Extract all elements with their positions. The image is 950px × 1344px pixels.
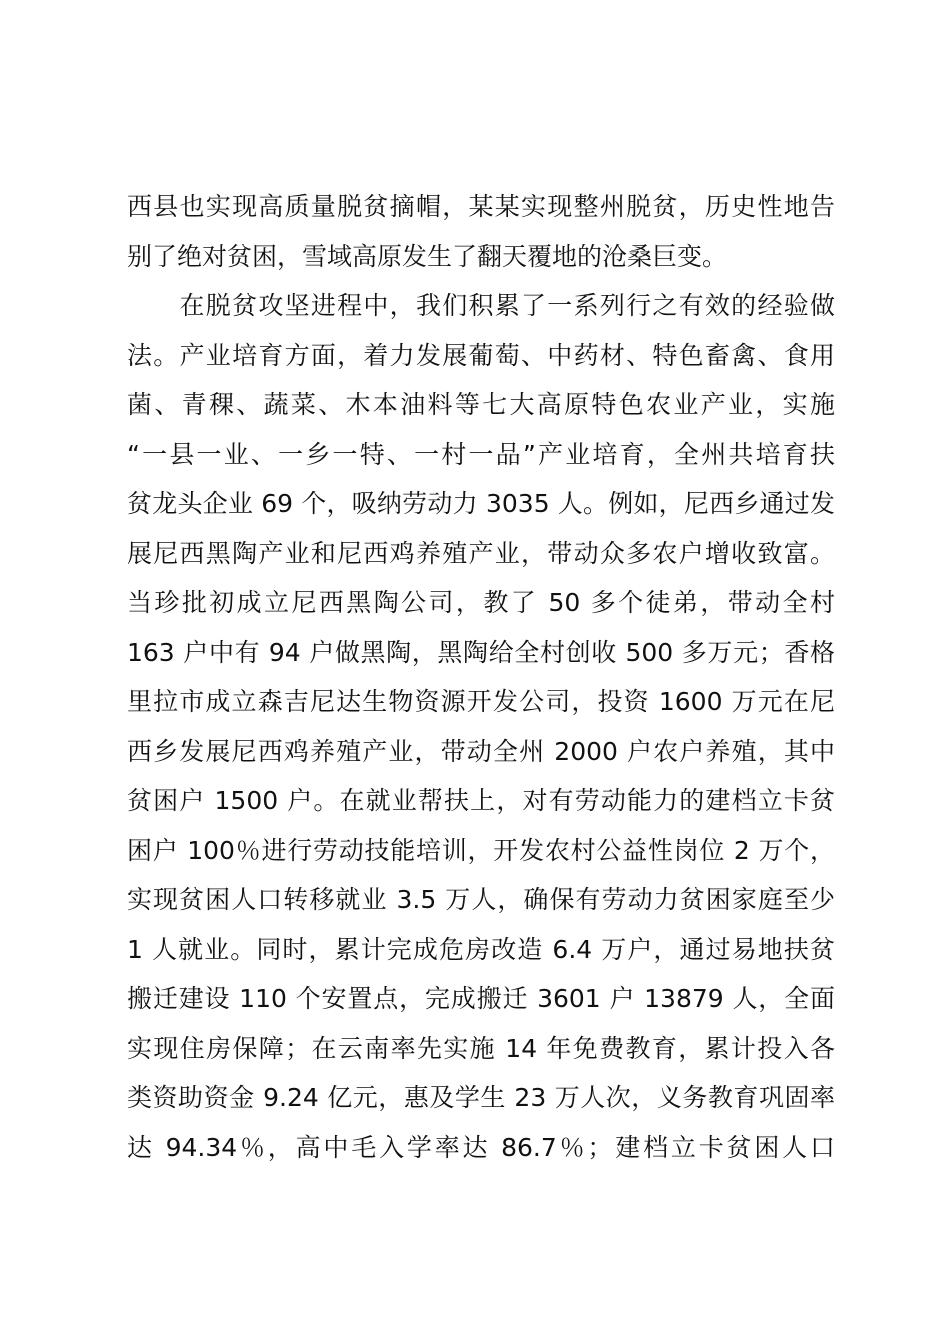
text-line: 贫困户 1500 户。在就业帮扶上，对有劳动能力的建档立卡贫 — [127, 786, 835, 815]
text-line: 搬迁建设 110 个安置点，完成搬迁 3601 户 13879 人，全面 — [127, 984, 835, 1013]
text-line: 1 人就业。同时，累计完成危房改造 6.4 万户，通过易地扶贫 — [127, 934, 835, 964]
text-line: 展尼西黑陶产业和尼西鸡养殖产业，带动众多农户增收致富。 — [127, 538, 835, 568]
text-line: 163 户中有 94 户做黑陶，黑陶给全村创收 500 多万元；香格 — [127, 637, 835, 667]
text-line: 里拉市成立森吉尼达生物资源开发公司，投资 1600 万元在尼 — [127, 687, 835, 716]
text-line: 困户 100％进行劳动技能培训，开发农村公益性岗位 2 万个， — [127, 835, 835, 865]
text-line: 西县也实现高质量脱贫摘帽，某某实现整州脱贫，历史性地告 — [127, 192, 835, 221]
text-line: 类资助资金 9.24 亿元，惠及学生 23 万人次，义务教育巩固率 — [127, 1083, 835, 1112]
text-line: 法。产业培育方面，着力发展葡萄、中药材、特色畜禽、食用 — [127, 340, 835, 370]
body-text — [127, 182, 835, 1172]
text-line: 菌、青稞、蔬菜、木本油料等七大高原特色农业产业，实施 — [127, 390, 835, 419]
text-line: 贫龙头企业 69 个，吸纳劳动力 3035 人。例如，尼西乡通过发 — [127, 489, 835, 518]
text-line: 实现贫困人口转移就业 3.5 万人，确保有劳动力贫困家庭至少 — [127, 885, 835, 914]
text-line: “一县一业、一乡一特、一村一品”产业培育，全州共培育扶 — [127, 439, 835, 469]
text-line: 实现住房保障；在云南率先实施 14 年免费教育，累计投入各 — [127, 1033, 835, 1063]
text-line: 别了绝对贫困，雪域高原发生了翻天覆地的沧桑巨变。 — [127, 241, 728, 271]
text-line: 在脱贫攻坚进程中，我们积累了一系列行之有效的经验做 — [127, 291, 835, 320]
text-line: 当珍批初成立尼西黑陶公司，教了 50 多个徒弟，带动全村 — [127, 588, 835, 617]
text-line: 西乡发展尼西鸡养殖产业，带动全州 2000 户农户养殖，其中 — [127, 736, 835, 766]
text-line: 达 94.34％，高中毛入学率达 86.7％；建档立卡贫困人口 — [127, 1132, 835, 1162]
